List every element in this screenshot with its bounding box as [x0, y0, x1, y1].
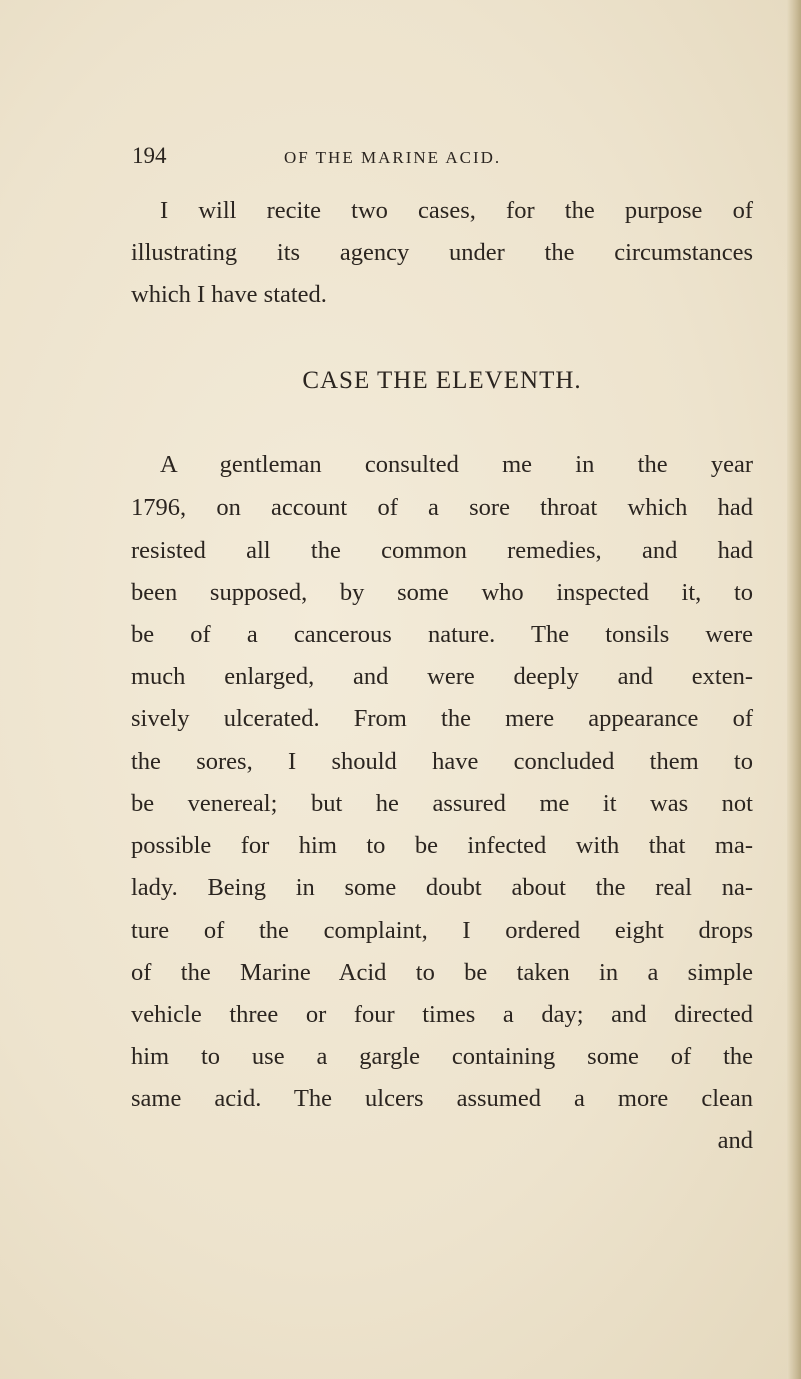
case-line: of the Marine Acid to be taken in a simple [131, 959, 753, 986]
case-line: 1796, on account of a sore throat which had [131, 494, 753, 521]
case-line: be of a cancerous nature. The tonsils were [131, 621, 753, 648]
case-line: ture of the complaint, I ordered eight drops [131, 917, 753, 944]
case-line: the sores, I should have concluded them to [131, 748, 753, 775]
case-line: much enlarged, and were deeply and exten- [131, 663, 753, 690]
case-line: vehicle three or four times a day; and directed [131, 1001, 753, 1028]
intro-line: which I have stated. [131, 281, 327, 308]
running-head: OF THE MARINE ACID. [284, 148, 502, 167]
case-line: same acid. The ulcers assumed a more clean [131, 1085, 753, 1112]
case-line: lady. Being in some doubt about the real na- [131, 874, 753, 901]
catchword: and [717, 1127, 753, 1154]
intro-line: illustrating its agency under the circumstances [131, 239, 753, 266]
case-line: be venereal; but he assured me it was not [131, 790, 753, 817]
page-header [132, 141, 752, 171]
page-edge-shadow [787, 0, 801, 1379]
case-heading: CASE THE ELEVENTH. [302, 367, 582, 394]
case-line: A gentleman consulted me in the year [160, 451, 753, 478]
intro-line: I will recite two cases, for the purpose of [160, 197, 753, 224]
page-number: 194 [132, 143, 167, 168]
case-line: him to use a gargle containing some of the [131, 1043, 753, 1070]
case-line: sively ulcerated. From the mere appearance of [131, 705, 753, 732]
case-line: been supposed, by some who inspected it, to [131, 579, 753, 606]
case-line: resisted all the common remedies, and had [131, 537, 753, 564]
case-line: possible for him to be infected with that ma- [131, 832, 753, 859]
